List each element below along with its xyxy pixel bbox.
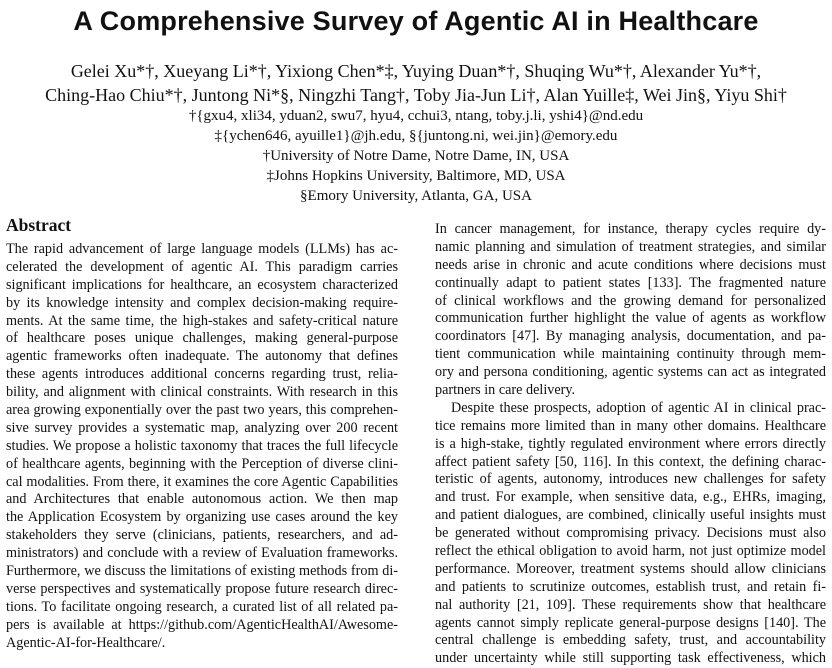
abstract-line: and Architectures that enable autonomous action. We then map [6,491,398,508]
abstract-line: by its knowledge intensity and complex decision-making require- [6,294,398,311]
body-line: under uncertainty while still supporting task effectiveness, which [435,650,826,667]
body-line: Despite these prospects, adoption of agentic AI in clinical prac- [451,399,826,416]
affiliation-line: †University of Notre Dame, Notre Dame, IN, USA [262,148,570,164]
intro-body [435,221,826,668]
abstract-line: The rapid advancement of large language models (LLMs) has ac- [6,241,398,257]
author-list [0,59,832,107]
body-line: is a high-stake, tightly regulated environment where errors directly [435,435,826,452]
body-line: agents cannot simply replicate general-purpose designs [140]. The [435,614,826,631]
abstract-line: verse perspectives and systematically propose future research direc- [6,580,398,597]
abstract-line: Furthermore, we discuss the limitations of existing methods from di- [6,563,398,580]
abstract-line: agentic frameworks often inadequate. The autonomy that defines [6,348,398,365]
body-line: teristic of agents, autonomy, introduces new challenges for safety [435,471,826,488]
abstract-line: stakeholders they serve (clinicians, patients, researchers, and ad- [6,527,398,544]
body-line: coordinators [47]. By managing analysis, documentation, and pa- [435,328,826,345]
body-line: tient communication while maintaining continuity through mem- [435,346,826,363]
abstract-line: area growing exponentially over the past two years, this comprehen- [6,402,398,419]
abstract-line: the Application Ecosystem by organizing use cases around the key [6,509,398,526]
abstract-heading: Abstract [6,215,72,235]
body-line: tice remains more limited than in many other domains. Healthcare [435,417,826,434]
body-line: central challenge is embedding safety, trust, and accountability [435,632,826,649]
abstract-line: ments. At the same time, the high-stakes and safety-critical nature [6,312,398,329]
affiliation-line: §Emory University, Atlanta, GA, USA [300,188,532,204]
body-line: ory and persona conditioning, agentic systems can act as integrated [435,364,826,381]
authors-line-1: Gelei Xu*†, Xueyang Li*†, Yixiong Chen*‡, Yuying Duan*†, Shuqing Wu*†, Alexander Yu*†, [70,61,762,81]
body-line: affect patient safety [50, 116]. In this context, the defining charac- [435,453,826,470]
body-line: performance. Moreover, treatment systems should allow clinicians [435,560,826,577]
affiliations [0,106,832,206]
affiliation-line: ‡Johns Hopkins University, Baltimore, MD, USA [266,168,566,184]
abstract-line: of healthcare agents, beginning with the Perception of diverse clini- [6,455,398,472]
body-line: communication further highlight the value of agents as workflow [435,310,826,327]
abstract-line: celerated the development of agentic AI. This paradigm carries [6,258,398,275]
abstract-line: ministrators) and conclude with a review of Evaluation frameworks. [6,545,398,562]
body-line: partners in care delivery. [435,382,576,399]
abstract-line: sive survey provides a systematic map, analyzing over 200 recent [6,419,398,436]
paper-title: A Comprehensive Survey of Agentic AI in Healthcare [73,6,759,36]
abstract-line: pers is available at https://github.com/AgenticHealthAI/Awesome- [6,616,398,633]
body-line: needs arise in chronic and acute conditions where decisions must [435,256,826,273]
affiliation-line: ‡{ychen646, ayuille1}@jh.edu, §{juntong.ni, wei.jin}@emory.edu [214,128,618,144]
body-line: be generated without compromising privacy. Decisions must also [435,525,826,542]
abstract-line: of healthcare poses unique challenges, making general-purpose [6,330,398,347]
body-line: of clinical workflows and the growing demand for personalized [435,292,826,309]
authors-line-2: Ching-Hao Chiu*†, Juntong Ni*§, Ningzhi Tang†, Toby Jia-Jun Li†, Alan Yuille‡, Wei Jin§, Yiyu Shi† [45,85,787,105]
body-line: continually adapt to patient states [133]. The fragmented nature [435,274,826,291]
body-line: and patients to scrutinize outcomes, establish trust, and retain fi- [435,578,826,595]
body-line: namic planning and simulation of treatment strategies, and similar [435,238,826,255]
body-line: and trust. For example, when sensitive data, e.g., EHRs, imaging, [435,489,826,506]
abstract-line: significant implications for healthcare, an ecosystem characterized [6,276,398,293]
affiliation-line: †{gxu4, xli34, yduan2, swu7, hyu4, cchui3, ntang, toby.j.li, yshi4}@nd.edu [188,108,644,124]
abstract-line: these agents introduces additional concerns regarding trust, relia- [6,366,398,383]
body-line: and patient dialogues, are combined, clinically useful insights must [435,507,826,524]
abstract-line: cal modalities. From there, it examines the core Agentic Capabilities [6,473,398,490]
body-line: nal authority [21, 109]. These requirements show that healthcare [435,596,826,613]
abstract-body [6,241,398,652]
body-line: reflect the ethical obligation to avoid harm, not just optimize model [435,543,826,560]
abstract-line: Agentic-AI-for-Healthcare/. [6,634,166,651]
body-line: In cancer management, for instance, therapy cycles require dy- [435,221,826,237]
abstract-line: tions. To facilitate ongoing research, a curated list of all related pa- [6,598,398,615]
abstract-line: studies. We propose a holistic taxonomy that traces the full lifecycle [6,437,398,454]
abstract-line: bility, and alignment with clinical constraints. With research in this [6,384,398,401]
